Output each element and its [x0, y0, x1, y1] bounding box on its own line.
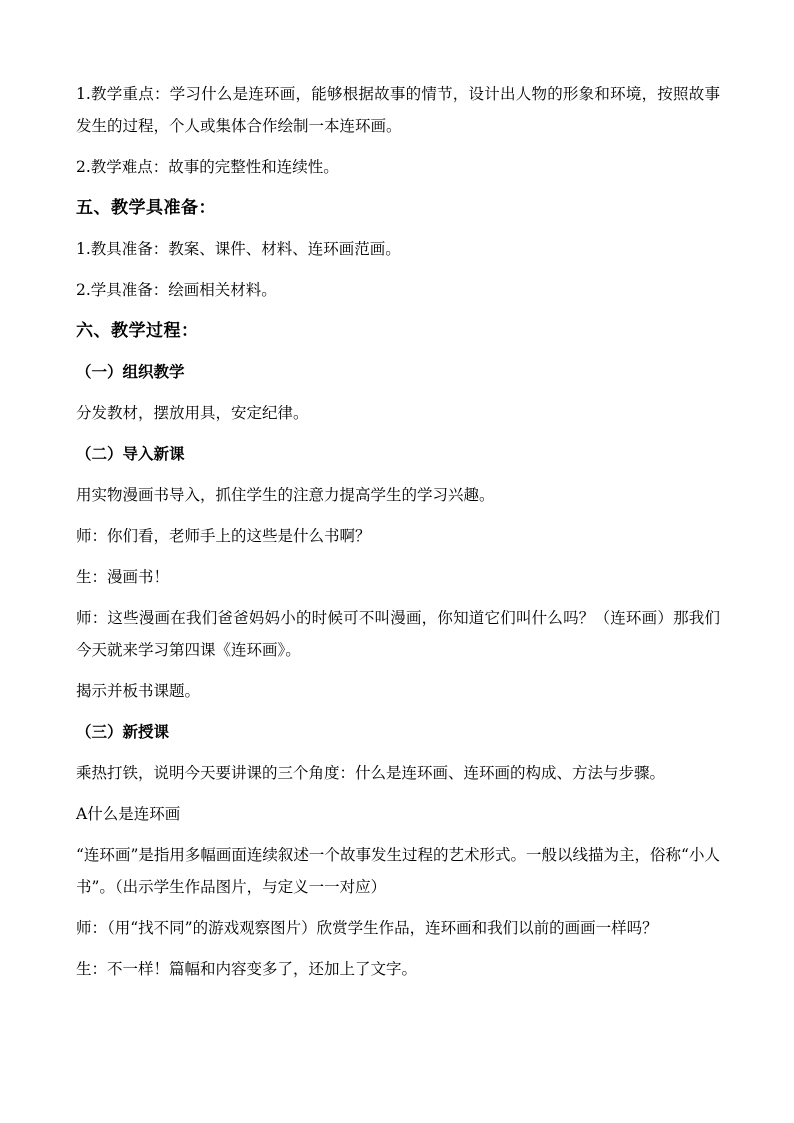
dialogue-student-1: 生：漫画书！ [76, 568, 170, 586]
subheading-introduction: （二）导入新课 [76, 444, 185, 463]
paragraph-distribute: 分发教材，摆放用具，安定纪律。 [76, 404, 309, 422]
subheading-new-lesson: （三）新授课 [76, 722, 170, 741]
dialogue-teacher-2: 师：这些漫画在我们爸爸妈妈小的时候可不叫漫画，你知道它们叫什么吗？（连环画）那我们今天就来学习第四课《连环画》。 [76, 609, 720, 659]
paragraph-teacher-materials: 1.教具准备：教案、课件、材料、连环画范画。 [76, 240, 401, 258]
section-heading-process: 六、教学过程： [76, 321, 199, 341]
paragraph-definition: “连环画”是指用多幅画面连续叙述一个故事发生过程的艺术形式。一般以线描为主，俗称“小人书”。（出示学生作品图片，与定义一一对应） [76, 846, 720, 896]
paragraph-teaching-difficulty: 2.教学难点：故事的完整性和连续性。 [76, 158, 339, 176]
paragraph-what-is-comic: A什么是连环画 [76, 805, 181, 823]
dialogue-teacher-1: 师：你们看，老师手上的这些是什么书啊？ [76, 527, 371, 545]
dialogue-teacher-3: 师：（用“找不同”的游戏观察图片）欣赏学生作品，连环画和我们以前的画画一样吗？ [76, 919, 658, 937]
section-heading-materials: 五、教学具准备： [76, 198, 216, 218]
dialogue-student-2: 生：不一样！篇幅和内容变多了，还加上了文字。 [76, 960, 418, 978]
subheading-organize: （一）组织教学 [76, 362, 185, 381]
paragraph-three-angles: 乘热打铁，说明今天要讲课的三个角度：什么是连环画、连环画的构成、方法与步骤。 [76, 764, 666, 782]
paragraph-student-materials: 2.学具准备：绘画相关材料。 [76, 281, 277, 299]
paragraph-comic-intro: 用实物漫画书导入，抓住学生的注意力提高学生的学习兴趣。 [76, 486, 495, 504]
document-body [76, 78, 720, 994]
paragraph-teaching-focus: 1.教学重点：学习什么是连环画，能够根据故事的情节，设计出人物的形象和环境，按照故事发生的过程，个人或集体合作绘制一本连环画。 [76, 85, 720, 135]
paragraph-reveal-title: 揭示并板书课题。 [76, 682, 201, 700]
